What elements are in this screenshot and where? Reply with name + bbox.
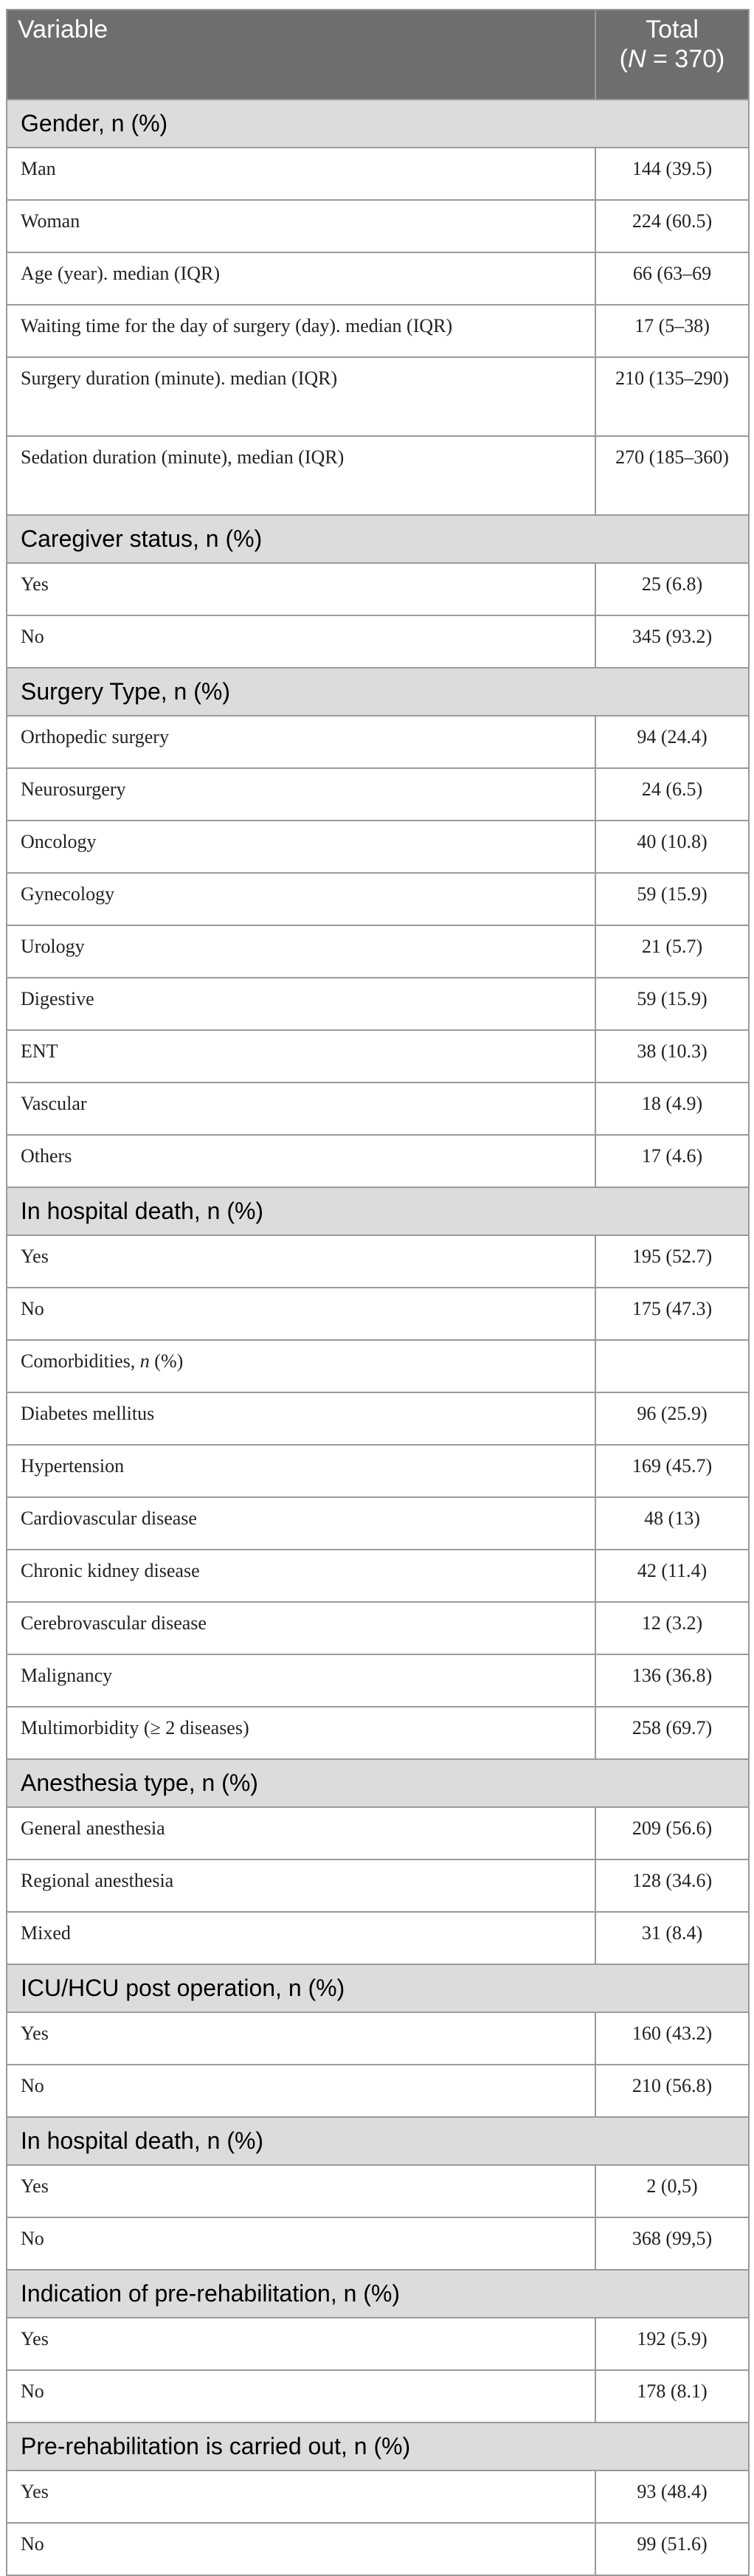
table-body [7, 100, 749, 2575]
row-label: Man [7, 148, 595, 200]
row-value [595, 1340, 749, 1392]
row-label: Yes [7, 2012, 595, 2065]
header-total-n-var: N [627, 45, 646, 73]
table-row [7, 1707, 749, 1759]
table-row [7, 1340, 749, 1392]
row-label: Sedation duration (minute), median (IQR) [7, 436, 595, 515]
section-title: Caregiver status, n (%) [7, 515, 749, 563]
section-header-row [7, 2270, 749, 2318]
row-label: Cardiovascular disease [7, 1497, 595, 1550]
row-label: Yes [7, 2470, 595, 2523]
row-value: 345 (93.2) [595, 615, 749, 668]
table-row [7, 1082, 749, 1135]
row-value: 24 (6.5) [595, 768, 749, 821]
row-value: 42 (11.4) [595, 1550, 749, 1602]
row-label: No [7, 2217, 595, 2270]
row-value: 224 (60.5) [595, 200, 749, 252]
table-row [7, 2065, 749, 2117]
table-row [7, 1550, 749, 1602]
table-row [7, 1288, 749, 1340]
row-value: 21 (5.7) [595, 925, 749, 978]
table-row [7, 2217, 749, 2270]
row-label: Malignancy [7, 1654, 595, 1707]
row-value: 169 (45.7) [595, 1445, 749, 1497]
table-row [7, 1030, 749, 1082]
row-label: Oncology [7, 821, 595, 873]
row-label: Mixed [7, 1912, 595, 1964]
table-row [7, 925, 749, 978]
row-value: 18 (4.9) [595, 1082, 749, 1135]
table-row [7, 978, 749, 1030]
section-title: Indication of pre-rehabilitation, n (%) [7, 2270, 749, 2318]
row-value: 12 (3.2) [595, 1602, 749, 1654]
row-label: Neurosurgery [7, 768, 595, 821]
section-title: ICU/HCU post operation, n (%) [7, 1964, 749, 2012]
row-value: 368 (99,5) [595, 2217, 749, 2270]
row-value: 209 (56.6) [595, 1807, 749, 1860]
row-label: Diabetes mellitus [7, 1392, 595, 1445]
table-row [7, 2370, 749, 2423]
row-value: 210 (135–290) [595, 357, 749, 436]
row-value: 66 (63–69 [595, 252, 749, 305]
row-label: ENT [7, 1030, 595, 1082]
table-row [7, 148, 749, 200]
row-label: Chronic kidney disease [7, 1550, 595, 1602]
row-value: 31 (8.4) [595, 1912, 749, 1964]
table-row [7, 1445, 749, 1497]
row-label: No [7, 2370, 595, 2423]
row-label: Gynecology [7, 873, 595, 925]
table-row [7, 2165, 749, 2217]
row-label: Comorbidities, n (%) [7, 1340, 595, 1392]
row-label: Waiting time for the day of surgery (day). median (IQR) [7, 305, 595, 357]
row-value: 96 (25.9) [595, 1392, 749, 1445]
section-title: Surgery Type, n (%) [7, 668, 749, 716]
table-row [7, 615, 749, 668]
row-value: 38 (10.3) [595, 1030, 749, 1082]
row-value: 195 (52.7) [595, 1235, 749, 1288]
row-label: General anesthesia [7, 1807, 595, 1860]
table-row [7, 357, 749, 436]
header-total-n-open: ( [619, 45, 628, 73]
header-total [595, 10, 749, 100]
section-header-row [7, 1759, 749, 1807]
section-title: In hospital death, n (%) [7, 1187, 749, 1235]
table-row [7, 873, 749, 925]
row-label: Woman [7, 200, 595, 252]
row-label: Cerebrovascular disease [7, 1602, 595, 1654]
table-row [7, 2318, 749, 2370]
table-row [7, 2470, 749, 2523]
table-row [7, 200, 749, 252]
row-value: 210 (56.8) [595, 2065, 749, 2117]
table-row [7, 2012, 749, 2065]
table-row [7, 252, 749, 305]
row-label: Vascular [7, 1082, 595, 1135]
row-label: Orthopedic surgery [7, 716, 595, 768]
row-value: 258 (69.7) [595, 1707, 749, 1759]
row-label: Digestive [7, 978, 595, 1030]
section-header-row [7, 100, 749, 148]
table-row [7, 1602, 749, 1654]
row-label: No [7, 615, 595, 668]
row-value: 270 (185–360) [595, 436, 749, 515]
row-value: 178 (8.1) [595, 2370, 749, 2423]
table-row [7, 563, 749, 615]
row-value: 192 (5.9) [595, 2318, 749, 2370]
header-total-label: Total [646, 15, 699, 44]
header-variable: Variable [7, 10, 595, 100]
table-row [7, 2523, 749, 2575]
row-value: 144 (39.5) [595, 148, 749, 200]
table-row [7, 821, 749, 873]
header-total-n-rest: = 370) [646, 45, 725, 73]
table-row [7, 1860, 749, 1912]
row-value: 59 (15.9) [595, 873, 749, 925]
table-row [7, 1135, 749, 1187]
section-title: In hospital death, n (%) [7, 2117, 749, 2165]
row-label: Urology [7, 925, 595, 978]
table-row [7, 1235, 749, 1288]
row-label: No [7, 1288, 595, 1340]
table-row [7, 1654, 749, 1707]
row-label: Yes [7, 2318, 595, 2370]
row-value: 175 (47.3) [595, 1288, 749, 1340]
section-title: Pre-rehabilitation is carried out, n (%) [7, 2423, 749, 2470]
row-value: 48 (13) [595, 1497, 749, 1550]
table-row [7, 305, 749, 357]
characteristics-table [6, 9, 750, 2576]
row-value: 40 (10.8) [595, 821, 749, 873]
row-label: Others [7, 1135, 595, 1187]
row-label: Regional anesthesia [7, 1860, 595, 1912]
table-row [7, 436, 749, 515]
section-header-row [7, 2117, 749, 2165]
table-row [7, 1392, 749, 1445]
row-value: 160 (43.2) [595, 2012, 749, 2065]
row-value: 17 (5–38) [595, 305, 749, 357]
section-header-row [7, 2423, 749, 2470]
table-row [7, 768, 749, 821]
row-value: 99 (51.6) [595, 2523, 749, 2575]
section-header-row [7, 515, 749, 563]
row-label: No [7, 2065, 595, 2117]
row-value: 94 (24.4) [595, 716, 749, 768]
row-value: 59 (15.9) [595, 978, 749, 1030]
table-row [7, 1912, 749, 1964]
row-value: 25 (6.8) [595, 563, 749, 615]
section-header-row [7, 668, 749, 716]
table-header-row [7, 10, 749, 100]
row-label: Age (year). median (IQR) [7, 252, 595, 305]
row-label: Yes [7, 563, 595, 615]
row-value: 2 (0,5) [595, 2165, 749, 2217]
row-value: 128 (34.6) [595, 1860, 749, 1912]
row-value: 17 (4.6) [595, 1135, 749, 1187]
row-value: 93 (48.4) [595, 2470, 749, 2523]
row-label: Yes [7, 2165, 595, 2217]
row-label: Hypertension [7, 1445, 595, 1497]
table-row [7, 716, 749, 768]
section-title: Anesthesia type, n (%) [7, 1759, 749, 1807]
section-header-row [7, 1964, 749, 2012]
row-label: Multimorbidity (≥ 2 diseases) [7, 1707, 595, 1759]
section-title: Gender, n (%) [7, 100, 749, 148]
table-row [7, 1497, 749, 1550]
row-label: Surgery duration (minute). median (IQR) [7, 357, 595, 436]
row-label: Yes [7, 1235, 595, 1288]
row-value: 136 (36.8) [595, 1654, 749, 1707]
italic-n: n [139, 1350, 150, 1372]
row-label: No [7, 2523, 595, 2575]
section-header-row [7, 1187, 749, 1235]
table-row [7, 1807, 749, 1860]
